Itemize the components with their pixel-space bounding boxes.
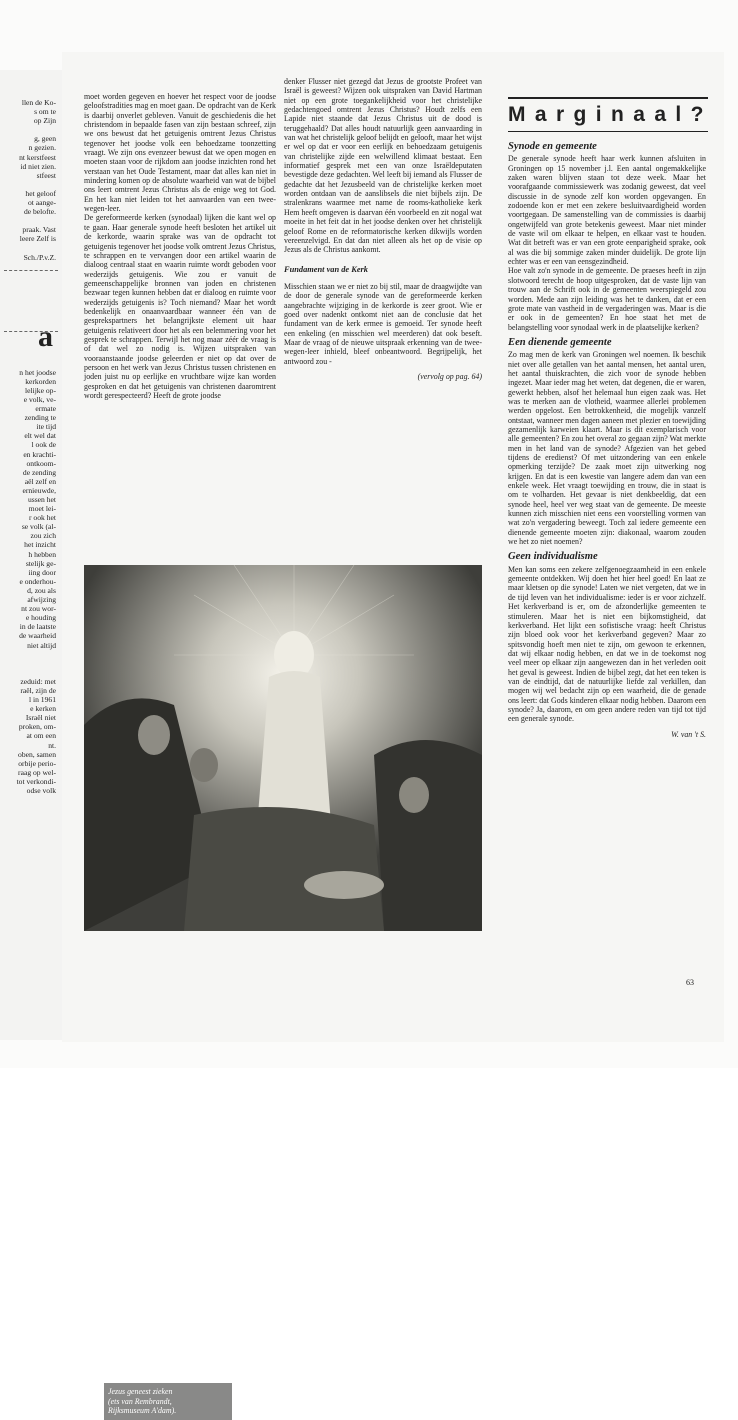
left-fragment-line: het geloof [25, 188, 56, 198]
left-fragment-line: zou zich [30, 531, 56, 541]
col3-paragraph: Zo mag men de kerk van Groningen wel noemen. Ik beschik niet over alle getallen van het aantal mensen, het aantal uren, het aantal thuiskrachten, die zich voor de synode hebben ingezet. Maar ieder mag het weten, dat degenen, die er waren, gewerkt hebben, alsof het helemaal hun eigen zaak was. Het was te merken aan de vlotheid, waarmee allerlei problemen werden opgelost. Een betrokkenheid, die mogelijk vanzelf ontstaat, wanneer men dagen aaneen met plezier en toewijding gezamenlijk karweien klaart. Maar is dit exemplarisch voor alle gemeenten? En zou het overal zo gegaan zijn? Wat merkte men in het land van de synode? Afgezien van het gebed tijdens de eredienst? Of met uitzondering van een enkele opmerking terzijde? De zaak moet zijn uitwerking nog krijgen. En dat is een kwestie van langere adem dan van een enkele week. Het vraagt toewijding en trouw, die in staat is om te volharden. Het gevaar is niet denkbeeldig, dat een synode heel, heel ver weg staat van de gemeente. De meeste kunnen zich misschien niet eens een voorstelling vormen van wat zo'n vergadering beweegt. Toch zal iedere gemeente een dienende gemeente moeten zijn: diakonaal, waarom zouden we het zo niet noemen? [508, 350, 706, 547]
left-fragment-line: h hebben [28, 549, 56, 559]
left-fragment-line: ermate [35, 404, 56, 414]
left-fragment-line: kerkorden [25, 376, 56, 386]
left-fragment-line: praak. Vast [22, 225, 56, 235]
left-fragment-line: raag op wel- [18, 767, 56, 777]
left-fragment-line: en krachti- [23, 449, 56, 459]
left-fragment-line: ot aange- [27, 198, 56, 208]
left-fragment-line [0, 180, 62, 189]
left-fragment-line: Israël niet [25, 713, 56, 723]
subheading-fundament: Fundament van de Kerk [284, 264, 368, 274]
column-3 [508, 142, 706, 739]
left-fragment-line: de belofte. [23, 207, 56, 217]
left-fragment-line: s om te [34, 107, 56, 117]
col2-paragraph: denker Flusser niet gezegd dat Jezus de grootste Profeet van Israël is geweest? Wijzen ook uitspraken van David Hartman niet op een grote toegankelijkheid voor het christelijke gedachtengoed omtrent Jezus Christus? Houdt zelfs een Lapide niet staande dat Jezus Christus uit de dood is teruggehaald? Dat alles houdt natuurlijk geen aanvaarding in van wat het christelijk geloof belijdt en gelooft, maar het wijst er wel op dat er voor een eerlijk en behoedzaam getuigenis van christelijke zijde een welwillend klimaat bestaat. Een informatief gesprek met een van onze Israëldeputaten bevestigde deze gedachten. Wel leeft bij iemand als Flusser de gedachte dat het Jezusbeeld van de christelijke kerken moet worden ontdaan van de aanslibsels die niet bijbels zijn. De stralenkrans waarmee met name de rooms-katholieke kerk Hem heeft omgeven is daarvan één voorbeeld en zit nogal wat moeite in het feit dat in het joodse denken over het christelijk geloof Rome en de reformatorische kerken dikwijls worden vereenzelvigd. En dat dan niet alleen als het op de visie op Jezus als de Christus aankomt. [284, 77, 482, 255]
left-fragment-line: at om een [26, 731, 56, 741]
left-fragment-line [0, 244, 62, 253]
left-fragment-line [0, 216, 62, 225]
left-fragment-line: afwijzing [27, 595, 56, 605]
left-fragment-line: nt kerstfeest [19, 152, 56, 162]
left-fragment-line: het inzicht [24, 540, 56, 550]
left-page-edge [0, 70, 63, 1040]
column-1 [84, 92, 276, 400]
left-fragment-line: d, zou als [27, 585, 56, 595]
caption-line: (ets van Rembrandt, [108, 1396, 172, 1406]
left-fragment-line [0, 125, 62, 134]
col3-paragraph: Hoe valt zo'n synode in de gemeente. De praeses heeft in zijn slotwoord terecht de hoop uitgesproken, dat de vaste lijn van trouw aan de Schrift ook in de gemeenten weerspiegeld zou worden. Mede aan zijn leiding was het te danken, dat er een grote mate van vastheid in de vergaderingen was. Maar is die er ook in de gemeenten? En hoe staat het met de belangstelling voor synodaal werk in de plaatselijke kerken? [508, 266, 706, 332]
col2-paragraph: Misschien staan we er niet zo bij stil, maar de draagwijdte van de door de generale synode van de gereformeerde kerken aangebrachte wijziging in de kerkorde is zeer groot. Wie er goed over nadenkt ontkomt niet aan de conclusie dat het fundament van de kerk ermee is gemoeid. Ter synode heeft een enkeling (en misschien wel meerderen) dat ook beseft. Maar de vraag of de nieuwe uitspraak erkenning van de twee-wegen-leer inhield, bleef onbeantwoord. Begrijpelijk, het antwoord zou - [284, 281, 482, 366]
dashed-divider [4, 270, 58, 271]
left-fragment-line: elt wel dat [24, 431, 56, 441]
left-fragment-line: ussen het [27, 495, 56, 504]
col1-paragraph: moet worden gegeven en hoever het respect voor de joodse geloofstradities mag en moet gaan. De opdracht van de Kerk is daarbij onverlet gebleven. Vanuit de geschiedenis die het christendom in bepaalde fasen van zijn bestaan schreef, zijn we ons bewust dat het getuigenis omtrent Jezus Christus tegenover het joodse volk een behoedzame toonzetting vraagt. We zijn ons evenzeer bewust dat we open mogen en moeten staan voor de rijkdom aan joodse inzichten rond het verstaan van het Oude Testament, maar dat alles kan niet in mindering komen op de absolute waarheid van wat de bijbel ons leert omtrent Jezus Christus als de enige weg tot God. En het kan niet leiden tot het aanvaarden van een twee-wegen-leer. [84, 92, 276, 214]
left-fragment-line: proken, om- [18, 722, 56, 732]
left-fragment-line: r ook het [29, 513, 56, 523]
left-fragment-line: ernieuwde, [22, 485, 56, 495]
left-fragment-line: ite tijd [36, 422, 56, 432]
left-fragment-line: e volk, ve- [23, 394, 56, 404]
image-caption [104, 1383, 232, 1420]
left-fragment-line: nt. [48, 740, 56, 750]
left-fragment-line: in de laatste [19, 622, 56, 632]
left-fragment-line [0, 668, 62, 677]
etching-image [84, 565, 482, 931]
masthead-title: Marginaal? [508, 103, 713, 126]
left-fragment-line: leere Zelf is [19, 234, 56, 244]
column-2 [284, 77, 482, 381]
rembrandt-etching [84, 565, 482, 1415]
left-fragment-line: odse volk [26, 786, 56, 795]
left-fragment-line: llen de Ko- [21, 98, 56, 107]
left-fragment-line: l ook de [31, 440, 56, 450]
col3-paragraph: De generale synode heeft haar werk kunnen afsluiten in Groningen op 15 november j.l. Een aantal ongemakkelijke zaken waren blijven staan tot deze week. Maar het voorafgaande commissiewerk was zodanig geweest, dat veel discussie in de synode zelf kon worden opgevangen. En zodoende kon er met een zekere besluitvaardigheid worden voortgegaan. De samenstelling van de commissies is daarbij ongetwijfeld van grote betekenis geweest. Maar niet minder de vaste wil om elkaar te helpen, en elkaar vast te houden. Wat dit betreft was er van een grote eenparigheid sprake, ook al was die bij sommige zaken minder duidelijk. De grote lijn echter was er een van eensgezindheid. [508, 154, 706, 267]
left-fragment-line: stfeest [36, 170, 56, 180]
caption-line: Rijksmuseum A'dam). [108, 1406, 177, 1415]
left-fragment-line: aël zelf en [24, 476, 56, 486]
left-fragment-line: de waarheid [19, 631, 56, 641]
left-big-letter: a [38, 320, 53, 353]
section-title-dienende: Een dienende gemeente [508, 336, 612, 348]
left-fragments-top [0, 70, 62, 262]
left-fragment-line: e onderhou- [19, 576, 56, 586]
author-signature: W. van 't S. [671, 729, 706, 739]
marginaal-masthead [508, 97, 713, 132]
left-fragment-line: n het joodse [19, 367, 56, 377]
left-fragment-line: stelijk ge- [25, 558, 56, 568]
left-fragment-line: de zending [22, 467, 56, 477]
left-fragment-line: raël, zijn de [20, 685, 56, 695]
left-fragment-line: g, geen [34, 134, 56, 144]
left-fragment-line: orbije perio- [18, 758, 56, 768]
left-fragment-line: l in 1961 [28, 695, 56, 705]
left-fragment-line: zeduid: met [20, 676, 56, 686]
caption-line: Jezus geneest zieken [108, 1387, 173, 1396]
section-title-individualisme: Geen individualisme [508, 551, 598, 563]
page-number: 63 [686, 978, 694, 987]
left-fragment-line: op Zijn [33, 116, 56, 126]
left-fragments-bottom [0, 338, 62, 795]
left-fragment-line: se volk (al- [21, 522, 56, 532]
left-fragment-line: id niet zien. [20, 161, 56, 171]
left-fragment-line: tot verkondi- [16, 776, 56, 786]
left-fragment-line: niet altijd [27, 640, 56, 650]
left-fragment-line: Sch./P.v.Z. [23, 252, 56, 262]
right-page [62, 52, 724, 1415]
col1-paragraph: De gereformeerde kerken (synodaal) lijken die kant wel op te gaan. Haar generale synode heeft besloten het artikel uit de kerkorde, waarin sprake was van de opdracht tot getuigenis tegenover het joodse volk omtrent Jezus Christus, te schrappen en te vervangen door een artikel waarin de dialoog centraal staat en waarin ruimte wordt geboden voor wederzijds getuigenis. Wie zou er vanuit de gemeenschappelijke bronnen van joden en christenen bezwaar tegen kunnen hebben dat er dialoog en ruimte voor wederzijds getuigenis is? Toch niemand? Maar het wordt bedenkelijk en onaanvaardbaar wanneer één van de gesprekspartners het belangrijkste element uit haar getuigenis relativeert door het als een belemmering voor het gesprek te schrappen. Terwijl het nog maar zéér de vraag is of dat wel zo nodig is. Wijzen uitspraken van vooraanstaande joodse geleerden er niet op dat over de persoon en het werk van Jezus Christus tussen christenen en joden juist nu op eerlijke en vruchtbare wijze kan worden gesproken en dat het getuigenis van christenen daaromtrent wordt gerespecteerd? Heeft de grote joodse [84, 213, 276, 400]
left-fragment-line: iing door [28, 567, 56, 577]
left-fragment-line: oben, samen [18, 749, 56, 759]
left-fragment-line: moet lei- [28, 504, 56, 514]
left-fragment-line [0, 659, 62, 668]
left-fragment-line [0, 650, 62, 659]
left-fragment-line: ontkoom- [26, 458, 56, 468]
col3-paragraph: Men kan soms een zekere zelfgenoegzaamheid in een enkele gemeente ontdekken. Wij doen het hier heel goed! En laat ze maar kletsen op die synode! Laten we niet vergeten, dat we in de tijd leven van het individualisme: ieder is er voor zichzelf. Het kerkverband is er, om de afzonderlijke gemeenten te stimuleren. Maar het is niet een bijkomstigheid, dat kerkverband. Het lijkt een sofistische vraag: heeft Christus zijn bloed ook voor het kerkverband gegeven? Maar zo spitsvondig hoeft men niet te zijn, om gewoon te erkennen, dat wij elkaar nodig hebben, en dat we in de toekomst nog veel meer op elkaar zijn aangewezen dan in het verleden ooit het geval is geweest. Indien de bijbel zegt, dat het een teken is van de eindtijd, dat de natuurlijke liefde zal verkillen, dan mogen wij wel bedacht zijn op een waarheid, die de genade ons leert: dat Gods kinderen elkaar nodig hebben. Daarom een synode? Ja, daarom, en om geen andere reden van tijd tot tijd een generale synode. [508, 564, 706, 724]
section-title-synode: Synode en gemeente [508, 141, 597, 152]
left-fragment-line: e houding [25, 613, 56, 623]
left-fragment-line: nt zou wor- [21, 604, 56, 614]
left-fragment-line: zending te [24, 413, 56, 423]
left-fragment-line: e kerken [30, 704, 56, 714]
continued-note: (vervolg op pag. 64) [417, 371, 482, 381]
left-fragment-line: lelijke op- [25, 385, 56, 395]
left-fragment-line: n gezien. [28, 143, 56, 153]
